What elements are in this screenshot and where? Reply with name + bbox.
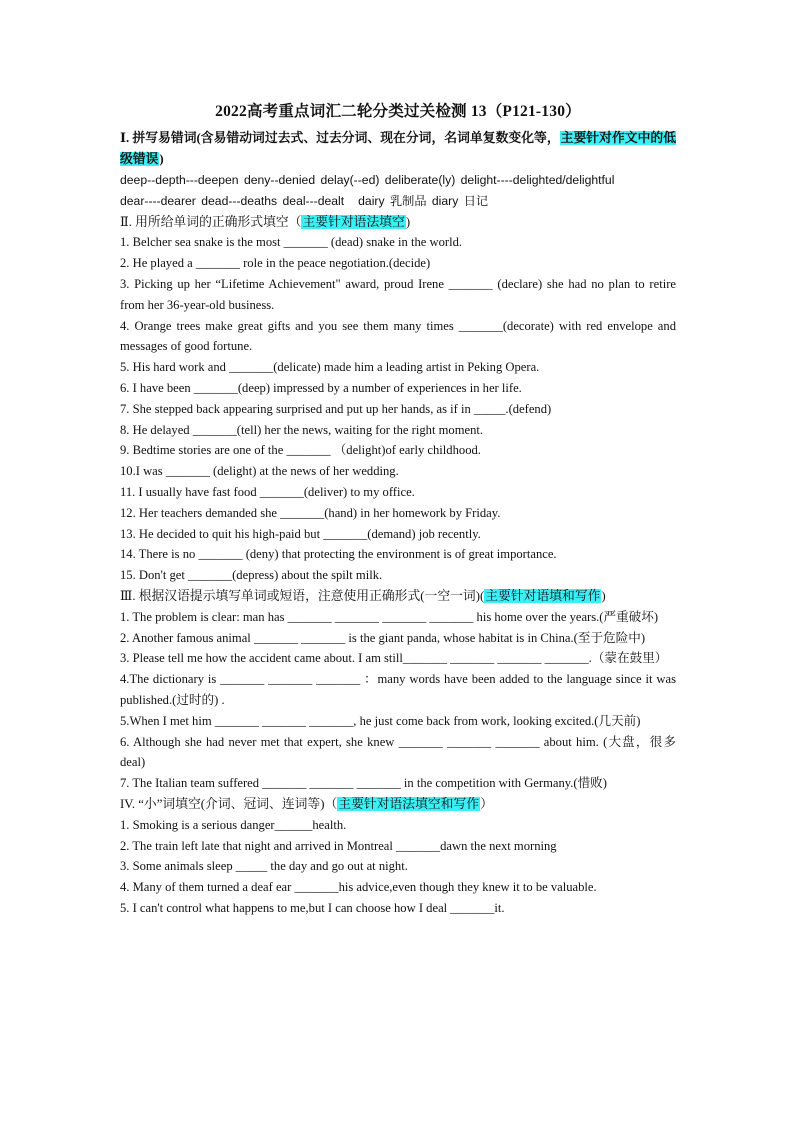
section-3-highlight: 主要针对语填和写作 <box>485 588 601 603</box>
question-item: 2. Another famous animal _______ _______ is the giant panda, whose habitat is in China.(至于危险中) <box>120 630 646 645</box>
page-title: 2022高考重点词汇二轮分类过关检测 13（P121-130） <box>215 103 581 120</box>
question-item: 1. Smoking is a serious danger______health. <box>120 817 347 832</box>
question-item: 2. The train left late that night and arrived in Montreal _______dawn the next morning <box>120 838 557 853</box>
question-item: 4. Orange trees make great gifts and you see them many times _______(decorate) with red envelope and messages of good fortune. <box>120 318 676 354</box>
vocab-line-1: deep--depth---deepen deny--denied delay(--ed) deliberate(ly) delight----delighted/delightful <box>120 172 615 187</box>
section-2-heading-text: Ⅱ. 用所给单词的正确形式填空（ <box>120 214 302 229</box>
section-3-heading-close: ) <box>601 588 606 603</box>
worksheet <box>120 100 676 919</box>
question-item: 4.The dictionary is _______ _______ _______ ：many words have been added to the language since it was published.(过时的) . <box>120 672 676 707</box>
question-item: 15. Don't get _______(depress) about the spilt milk. <box>120 568 383 583</box>
section-2-heading-close: ) <box>405 214 411 229</box>
question-item: 1. The problem is clear: man has _______ _______ _______ _______ his home over the years.(严重破坏) <box>120 609 659 624</box>
section-2-highlight: 主要针对语法填空 <box>302 214 405 229</box>
question-item: 4. Many of them turned a deaf ear _______his advice,even though they knew it to be valuable. <box>120 880 597 895</box>
vocab-line-2-words: dear----dearer dead---deaths deal---dealt <box>120 193 345 208</box>
section-4-heading-close: ） <box>480 796 493 811</box>
question-item: 1. Belcher sea snake is the most _______ (dead) snake in the world. <box>120 235 463 250</box>
question-item: 3. Picking up her “Lifetime Achievement" award, proud Irene _______ (declare) she had no plan to retire from her 36-year-old business. <box>120 276 676 312</box>
question-item: 13. He decided to quit his high-paid but _______(demand) job recently. <box>120 526 481 541</box>
question-item: 3. Please tell me how the accident came about. I am still_______ _______ _______ _______.（蒙在鼓里） <box>120 651 668 666</box>
section-3-heading <box>120 586 676 607</box>
question-item: 14. There is no _______ (deny) that protecting the environment is of great importance. <box>120 547 557 562</box>
question-item: 9. Bedtime stories are one of the _______ （delight)of early childhood. <box>120 443 481 458</box>
question-item: 8. He delayed _______(tell) her the news, waiting for the right moment. <box>120 422 484 437</box>
section-4-heading-text: IV. “小”词填空(介词、冠词、连词等)（ <box>120 796 338 811</box>
question-item: 6. I have been _______(deep) impressed by a number of experiences in her life. <box>120 380 522 395</box>
question-item: 5. His hard work and _______(delicate) made him a leading artist in Peking Opera. <box>120 360 540 375</box>
question-item: 2. He played a _______ role in the peace negotiation.(decide) <box>120 256 431 271</box>
question-item: 7. She stepped back appearing surprised and put up her hands, as if in _____.(defend) <box>120 401 552 416</box>
question-item: 12. Her teachers demanded she _______(hand) in her homework by Friday. <box>120 505 501 520</box>
question-item: 7. The Italian team suffered _______ _______ _______ in the competition with Germany.(惜败) <box>120 776 607 791</box>
question-item: 6. Although she had never met that expert, she knew _______ _______ _______ about him. (大盘，很多 deal) <box>120 734 676 770</box>
vocab-line-2-dairy-diary: dairy 乳制品 diary 日记 <box>358 193 489 208</box>
vocab-line-2 <box>120 191 676 212</box>
section-1-heading-close: ) <box>159 151 164 166</box>
section-1-heading-text: Ⅰ. 拼写易错词(含易错动词过去式、过去分词、现在分词，名词单复数变化等， <box>120 131 560 145</box>
section-4-highlight: 主要针对语法填空和写作 <box>338 796 480 811</box>
question-item: 11. I usually have fast food _______(deliver) to my office. <box>120 484 415 499</box>
question-item: 10.I was _______ (delight) at the news of her wedding. <box>120 464 399 479</box>
section-4-heading <box>120 794 676 815</box>
section-1-heading <box>120 128 676 170</box>
section-2-heading <box>120 212 676 233</box>
question-item: 5. I can't control what happens to me,but I can choose how I deal _______it. <box>120 900 505 915</box>
section-3-heading-text: Ⅲ. 根据汉语提示填写单词或短语，注意使用正确形式(一空一词)( <box>120 588 485 603</box>
section-1-highlight: 主要针对作文中的低级错误 <box>120 131 677 166</box>
question-item: 5.When I met him _______ _______ _______, he just come back from work, looking excited.(几天前) <box>120 713 641 728</box>
question-item: 3. Some animals sleep _____ the day and go out at night. <box>120 859 408 874</box>
